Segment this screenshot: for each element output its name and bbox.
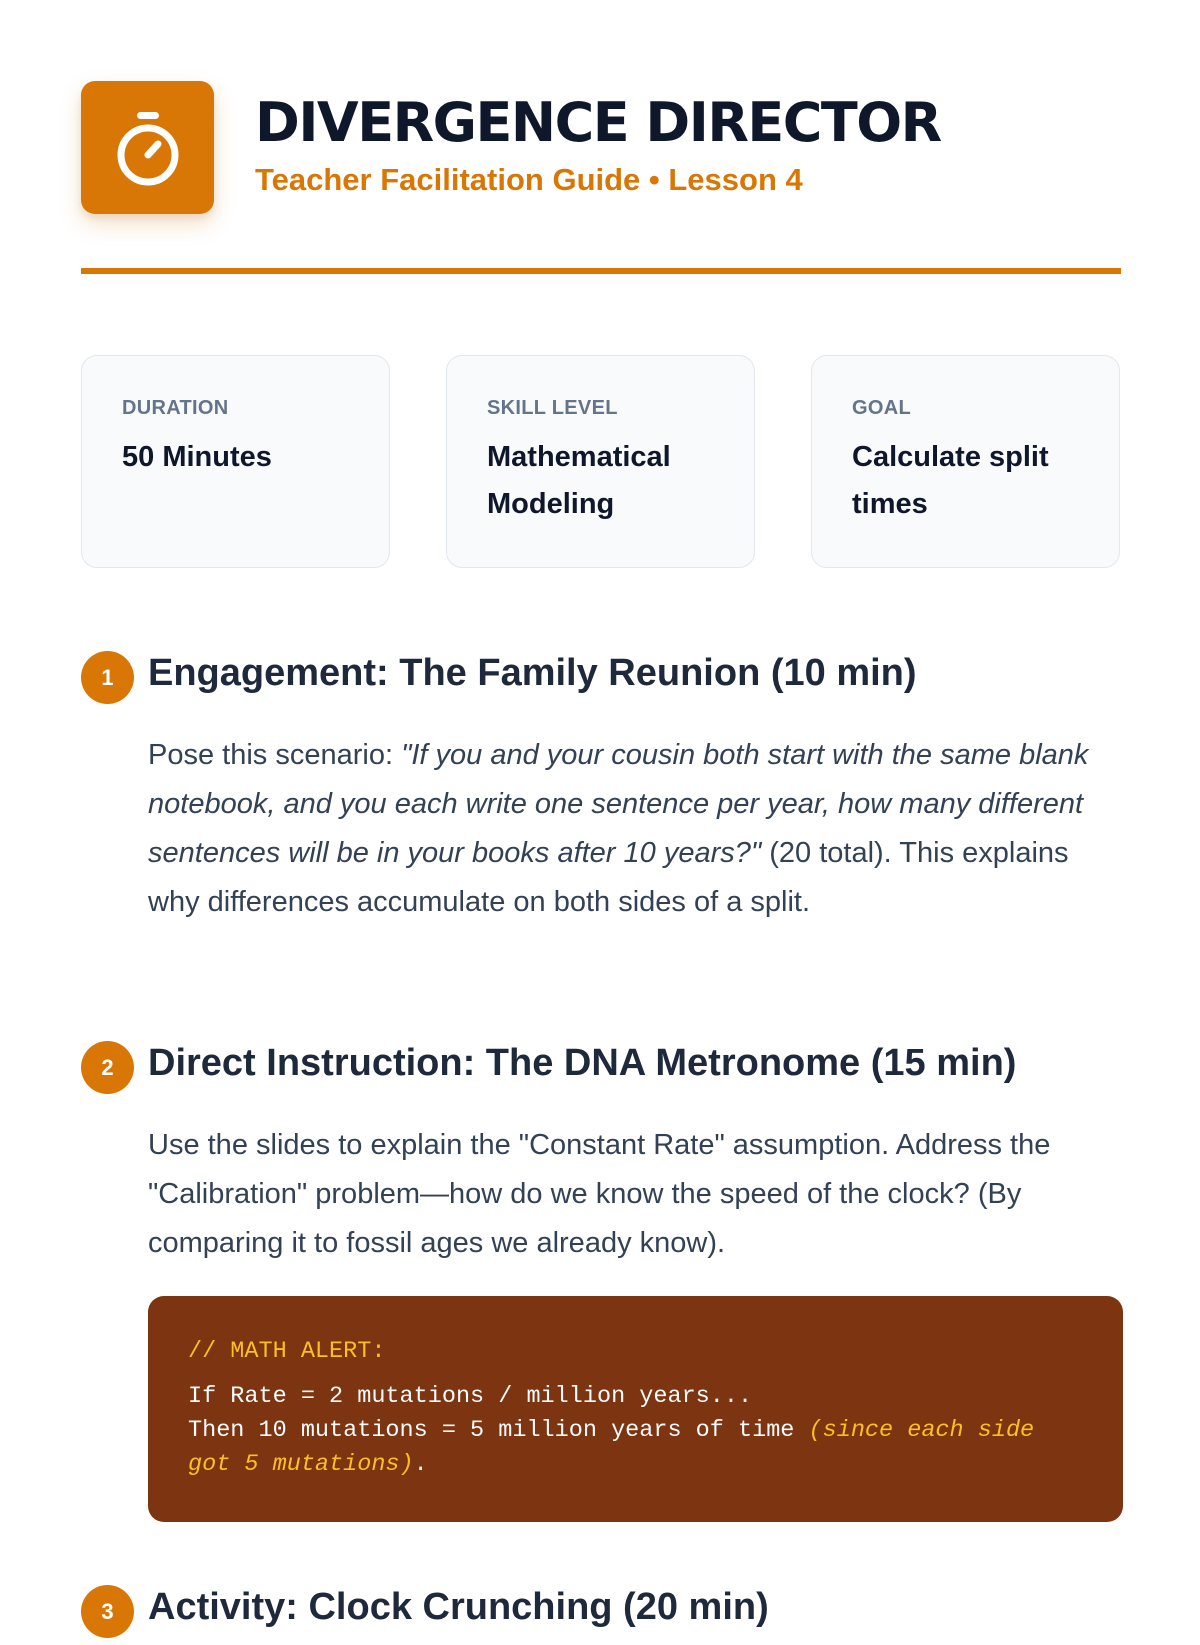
body-outro: (20 total). This explains why differences accumulate on both sides of a split. bbox=[148, 837, 1069, 918]
duration-label: DURATION bbox=[122, 397, 229, 419]
step-number-badge: 2 bbox=[81, 1041, 134, 1094]
skill-level-card bbox=[446, 355, 755, 568]
skill-level-label: SKILL LEVEL bbox=[487, 397, 618, 419]
math-alert-note: (since each side got 5 mutations) bbox=[188, 1417, 1049, 1479]
section-title: Activity: Clock Crunching (20 min) bbox=[148, 1586, 769, 1628]
guide-header bbox=[81, 81, 1121, 215]
stopwatch-icon bbox=[110, 108, 186, 188]
math-alert-line: If Rate = 2 mutations / million years... bbox=[188, 1383, 753, 1411]
page-title: DIVERGENCE DIRECTOR bbox=[255, 91, 941, 154]
duration-card bbox=[81, 355, 390, 568]
section-title: Engagement: The Family Reunion (10 min) bbox=[148, 652, 917, 694]
section-title: Direct Instruction: The DNA Metronome (15 min) bbox=[148, 1042, 1017, 1084]
math-alert-period: . bbox=[413, 1451, 428, 1479]
math-alert-line-text: Then 10 mutations = 5 million years of time bbox=[188, 1417, 809, 1445]
section-engagement bbox=[81, 651, 1121, 981]
header-divider bbox=[81, 268, 1121, 274]
step-number-badge: 3 bbox=[81, 1585, 134, 1638]
goal-card bbox=[811, 355, 1120, 568]
section-activity bbox=[81, 1585, 1121, 1645]
scenario-quote: "If you and your cousin both start with the same blank notebook, and you each write one sentence per year, how many different sentences will be in your books after 10 years?" bbox=[148, 739, 1089, 869]
math-alert-line bbox=[188, 1414, 1083, 1482]
goal-label: GOAL bbox=[852, 397, 911, 419]
section-body bbox=[148, 731, 1123, 927]
math-alert-box bbox=[148, 1296, 1123, 1522]
section-body: Use the slides to explain the "Constant Rate" assumption. Address the "Calibration" problem—how do we know the speed of the clock? (By comparing it to fossil ages we already know). bbox=[148, 1129, 1051, 1259]
goal-value: Calculate split times bbox=[852, 441, 1049, 520]
math-alert-comment: // MATH ALERT: bbox=[188, 1338, 386, 1365]
body-intro: Pose this scenario: bbox=[148, 739, 402, 771]
page-subtitle: Teacher Facilitation Guide • Lesson 4 bbox=[255, 162, 803, 197]
skill-level-value: Mathematical Modeling bbox=[487, 441, 671, 520]
logo-badge bbox=[81, 81, 214, 214]
section-direct-instruction bbox=[81, 1041, 1121, 1261]
duration-value: 50 Minutes bbox=[122, 441, 272, 473]
step-number-badge: 1 bbox=[81, 651, 134, 704]
